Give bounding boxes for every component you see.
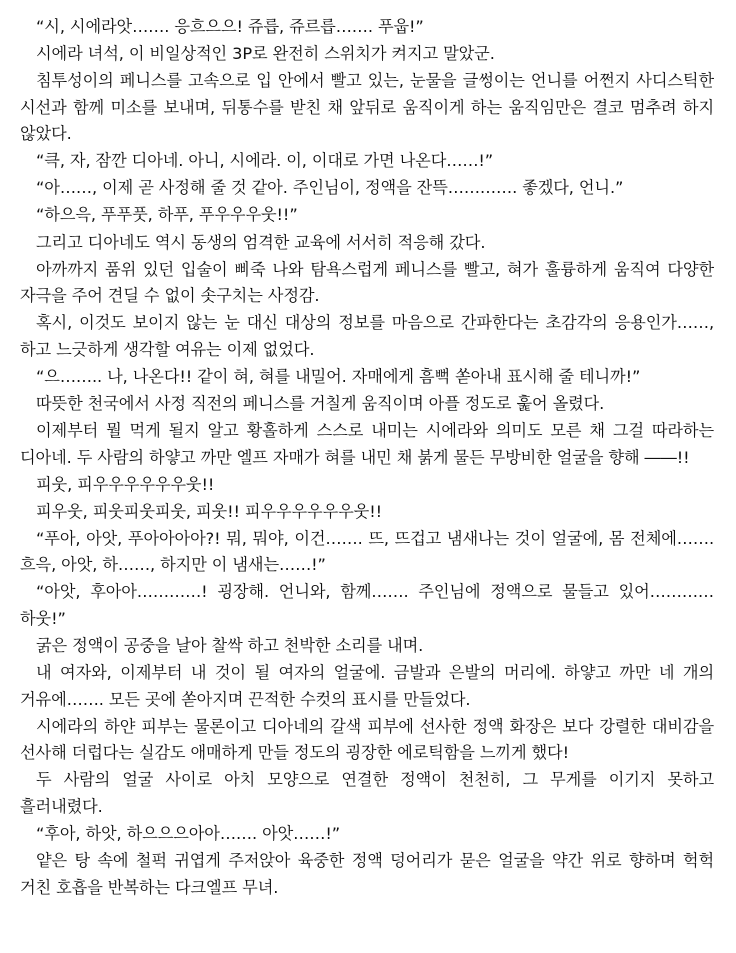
paragraph: 아까까지 품위 있던 입술이 삐죽 나와 탐욕스럽게 페니스를 빨고, 혀가 훌륭하게 움직여 다양한 자극을 주어 견딜 수 없이 솟구치는 사정감.	[20, 259, 714, 306]
paragraph: 시에라 녀석, 이 비일상적인 3P로 완전히 스위치가 켜지고 말았군.	[36, 44, 495, 64]
document-body	[20, 14, 714, 901]
paragraph: “큭, 자, 잠깐 디아네. 아니, 시에라. 이, 이대로 가면 나온다……!”	[36, 151, 494, 171]
paragraph: 굵은 정액이 공중을 날아 찰싹 하고 천박한 소리를 내며.	[36, 635, 424, 655]
paragraph: “시, 시에라앗……. 응흐으으! 쥬릅, 쥬르릅……. 푸웁!”	[36, 17, 424, 36]
paragraph: 피웃, 피우우우우우우웃!!	[36, 474, 215, 494]
paragraph: 따뜻한 천국에서 사정 직전의 페니스를 거칠게 움직이며 아플 정도로 훑어 올렸다.	[36, 393, 605, 413]
paragraph: 침투성이의 페니스를 고속으로 입 안에서 빨고 있는, 눈물을 글썽이는 언니를 어쩐지 사디스틱한 시선과 함께 미소를 보내며, 뒤통수를 받친 채 앞뒤로 움직이게 하는 움직임만은 결코 멈추려 하지 않았다.	[20, 71, 714, 144]
paragraph: 이제부터 뭘 먹게 될지 알고 황홀하게 스스로 내미는 시에라와 의미도 모른 채 그걸 따라하는 디아네. 두 사람의 하얗고 까만 엘프 자매가 혀를 내민 채 붉게 물든 무방비한 얼굴을 향해 ――!!	[20, 420, 714, 467]
paragraph: 얕은 탕 속에 철퍽 귀엽게 주저앉아 육중한 정액 덩어리가 묻은 얼굴을 약간 위로 향하며 헉헉 거친 호흡을 반복하는 다크엘프 무녀.	[20, 850, 714, 897]
paragraph: “하으윽, 푸푸풋, 하푸, 푸우우우웃!!”	[36, 205, 298, 225]
paragraph: “후아, 하앗, 하으으으아아……. 아앗……!”	[36, 823, 341, 843]
paragraph: 두 사람의 얼굴 사이로 아치 모양으로 연결한 정액이 천천히, 그 무게를 이기지 못하고 흘러내렸다.	[20, 770, 714, 816]
paragraph: “아앗, 후아아…………! 굉장해. 언니와, 함께……. 주인님에 정액으로 물들고 있어………… 하웃!”	[20, 582, 714, 628]
paragraph: 시에라의 하얀 피부는 물론이고 디아네의 갈색 피부에 선사한 정액 화장은 보다 강렬한 대비감을 선사해 더럽다는 실감도 애매하게 만들 정도의 굉장한 에로틱함을 느끼게 했다!	[20, 716, 714, 763]
paragraph: “아……, 이제 곧 사정해 줄 것 같아. 주인님이, 정액을 잔뜩…………. 좋겠다, 언니.”	[36, 178, 624, 198]
paragraph: 그리고 디아네도 역시 동생의 엄격한 교육에 서서히 적응해 갔다.	[36, 232, 486, 252]
paragraph: 내 여자와, 이제부터 내 것이 될 여자의 얼굴에. 금발과 은발의 머리에. 하얗고 까만 네 개의 거유에……. 모든 곳에 쏟아지며 끈적한 수컷의 표시를 만들었다.	[20, 663, 714, 709]
paragraph: 혹시, 이것도 보이지 않는 눈 대신 대상의 정보를 마음으로 간파한다는 초감각의 응용인가……, 하고 느긋하게 생각할 여유는 이제 없었다.	[20, 313, 714, 359]
paragraph: 피우웃, 피웃피웃피웃, 피웃!! 피우우우우우우웃!!	[36, 501, 382, 521]
paragraph: “으…….. 나, 나온다!! 같이 혀, 혀를 내밀어. 자매에게 흠뻑 쏟아내 표시해 줄 테니까!”	[36, 366, 641, 386]
paragraph: “푸아, 아앗, 푸아아아아?! 뭐, 뭐야, 이건……. 뜨, 뜨겁고 냄새나는 것이 얼굴에, 몸 전체에……. 흐윽, 아앗, 하……, 하지만 이 냄새는……!”	[20, 528, 714, 575]
